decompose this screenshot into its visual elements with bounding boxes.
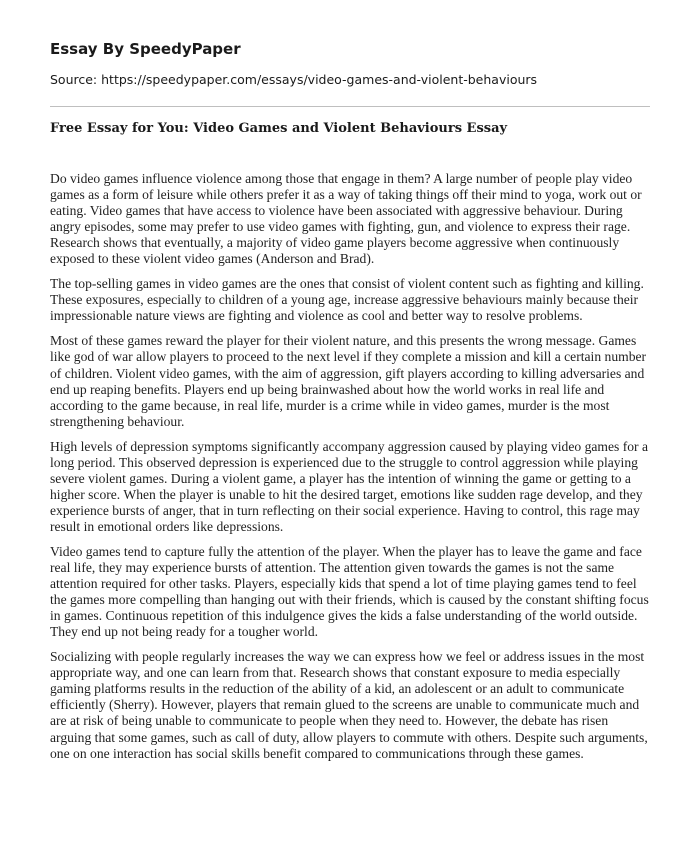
essay-paragraph-5: Video games tend to capture fully the attention of the player. When the player has to leave the game and face real life, they may experience bursts of attention. The attention given towards the games is not the same attention required for other tasks. Players, especially kids that spend a lot of time playing games tend to feel the games more compelling than hanging out with their friends, which is caused by the constant shifting focus in games. Continuous repetition of this indulgence gives the kids a false understanding of the world outside. They end up not being ready for a tougher world. <box>50 543 649 640</box>
essay-paragraph-2: The top-selling games in video games are the ones that consist of violent content such as fighting and killing. These exposures, especially to children of a young age, increase aggressive behaviours mainly because their impressionable nature views are fighting and violence as cool and better way to resolve problems. <box>50 276 644 324</box>
document-header <box>50 40 650 88</box>
source-line: Source: https://speedypaper.com/essays/video-games-and-violent-behaviours <box>50 72 538 87</box>
essay-paragraph-6: Socializing with people regularly increases the way we can express how we feel or address issues in the most appropriate way, and one can learn from that. Research shows that constant exposure to media especially gaming platforms results in the reduction of the ability of a kid, an adolescent or an adult to communicate efficiently (Sherry). However, players that remain glued to the screens are unable to communicate much and are at risk of being unable to communicate to people when they need to. However, the debate has risen arguing that some games, such as call of duty, allow players to commute with others. Despite such arguments, one on one interaction has social skills benefit compared to communications through these games. <box>50 649 648 761</box>
essay-paragraph-1: Do video games influence violence among those that engage in them? A large number of people play video games as a form of leisure while others prefer it as a way of taking things off their mind to yoga, work out or eating. Video games that have access to violence have been associated with aggressive behaviour. During angry episodes, some may prefer to use video games with fighting, gun, and violence to express their rage. Research shows that eventually, a majority of video game players become aggressive when continuously exposed to these violent video games (Anderson and Brad). <box>50 171 642 267</box>
brand-title: Essay By SpeedyPaper <box>50 40 241 58</box>
essay-body <box>50 171 650 762</box>
header-divider <box>50 106 650 107</box>
essay-paragraph-3: Most of these games reward the player for their violent nature, and this presents the wrong message. Games like god of war allow players to proceed to the next level if they complete a mission and kill a certain number of children. Violent video games, with the aim of aggression, gift players according to killing adversaries and end up reaping benefits. Players end up being brainwashed about how the world works in real life and according to the game because, in real life, murder is a crime while in video games, murder is the most strengthening behaviour. <box>50 333 647 429</box>
essay-title: Free Essay for You: Video Games and Violent Behaviours Essay <box>50 121 508 136</box>
essay-paragraph-4: High levels of depression symptoms significantly accompany aggression caused by playing video games for a long period. This observed depression is experienced due to the struggle to control aggression while playing severe violent games. During a violent game, a player has the intention of winning the game or getting to a higher score. When the player is unable to hit the desired target, emotions like sudden rage develop, and they experience bursts of anger, that in turn reflecting on their social experience. Having to control, this rage may result in emotional orders like depressions. <box>50 438 648 534</box>
